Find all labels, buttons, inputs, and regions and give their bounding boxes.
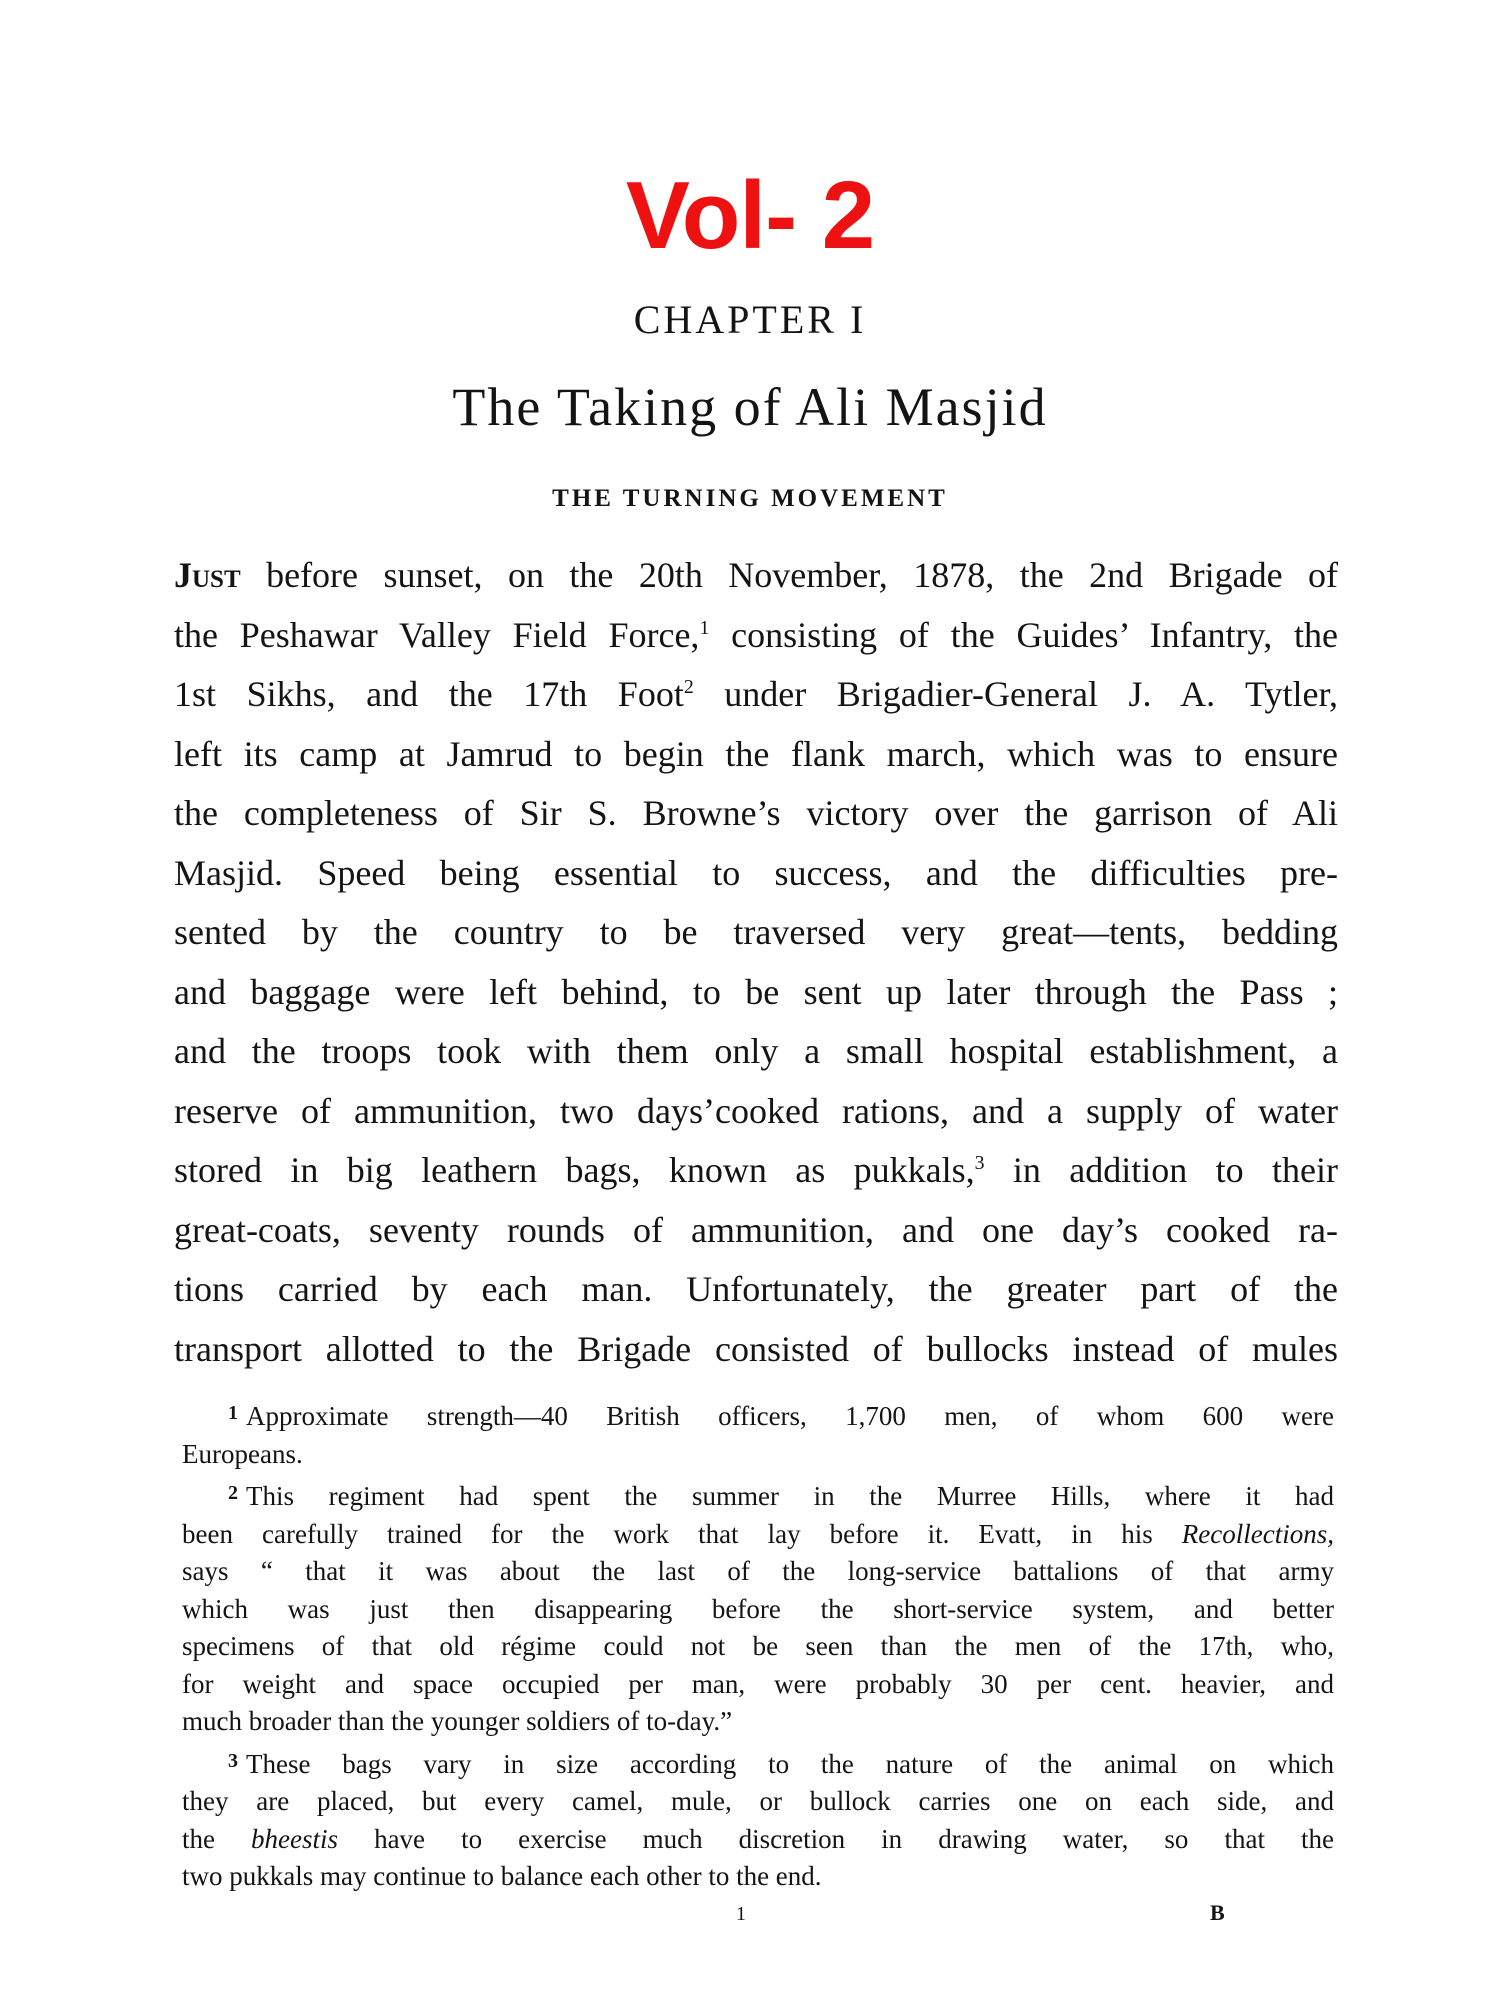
body-line: and baggage were left behind, to be sent up later through the Pass ; [174, 971, 1338, 1012]
footnote-2 [182, 1475, 1334, 1741]
footnote-mark: 2 [228, 1482, 238, 1504]
signature-mark: B [1210, 1900, 1225, 1925]
footnote-line: for weight and space occupied per man, were probably 30 per cent. heavier, and [182, 1668, 1334, 1699]
body-line: Just before sunset, on the 20th November, 1878, the 2nd Brigade of [174, 555, 1338, 595]
footnote-1 [182, 1395, 1334, 1473]
footnote-line: says “ that it was about the last of the long-service battalions of that army [182, 1556, 1334, 1586]
body-line: Masjid. Speed being essential to success, and the difficulties pre- [174, 852, 1338, 893]
footnote-line: Europeans. [182, 1438, 303, 1469]
footnote-line: which was just then disappearing before the short-service system, and better [182, 1593, 1334, 1624]
body-line: transport allotted to the Brigade consisted of bullocks instead of mules [174, 1328, 1338, 1369]
section-heading: THE TURNING MOVEMENT [552, 485, 948, 512]
body-line: tions carried by each man. Unfortunately, the greater part of the [174, 1269, 1338, 1309]
body-line: the Peshawar Valley Field Force,$^1$ consisting of the Guides’ Infantry, the [174, 614, 1338, 655]
body-line: the completeness of Sir S. Browne’s victory over the garrison of Ali [174, 793, 1338, 833]
footnote-line: the bheestis have to exercise much discretion in drawing water, so that the [182, 1823, 1334, 1854]
footnote-line: $^2$ This regiment had spent the summer in the Murree Hills, where it had [228, 1481, 1334, 1511]
body-line: and the troops took with them only a small hospital establishment, a [174, 1031, 1338, 1071]
footnote-mark: 1 [228, 1402, 238, 1424]
body-line: great-coats, seventy rounds of ammunition, and one day’s cooked ra- [174, 1209, 1338, 1250]
body-line: stored in big leathern bags, known as pukkals,$^3$ in addition to their [174, 1150, 1338, 1190]
body-paragraph [174, 546, 1338, 1379]
body-line: sented by the country to be traversed very great—tents, bedding [174, 912, 1338, 952]
lead-word: Just [174, 555, 241, 595]
footnote-line: they are placed, but every camel, mule, or bullock carries one on each side, and [182, 1786, 1334, 1816]
chapter-title: The Taking of Ali Masjid [452, 377, 1048, 437]
book-title: Recollections, [1181, 1518, 1334, 1549]
footnote-ref: 1 [699, 616, 710, 639]
footnote-line: two pukkals may continue to balance each other to the end. [182, 1861, 822, 1891]
page-number: 1 [736, 1903, 746, 1925]
footnotes [182, 1395, 1334, 1898]
body-line: 1st Sikhs, and the 17th Foot$^2$ under Brigadier-General J. A. Tytler, [174, 674, 1338, 714]
italic-term: bheestis [251, 1823, 339, 1854]
footnote-ref: 3 [974, 1152, 985, 1174]
volume-label: Vol- 2 [625, 162, 875, 269]
footnote-line: much broader than the younger soldiers of to-day.” [182, 1706, 733, 1736]
footnote-line: $^3$ These bags vary in size according to the nature of the animal on which [228, 1748, 1334, 1779]
body-line: reserve of ammunition, two days’cooked rations, and a supply of water [174, 1090, 1338, 1131]
footnote-line: specimens of that old régime could not be seen than the men of the 17th, who, [182, 1631, 1334, 1661]
footnote-ref: 2 [683, 676, 694, 698]
footnote-mark: 3 [228, 1749, 238, 1772]
chapter-number: CHAPTER I [633, 297, 867, 342]
footnote-line: been carefully trained for the work that lay before it. Evatt, in his Recollections, [182, 1518, 1334, 1549]
footnote-line: $^1$ Approximate strength—40 British officers, 1,700 men, of whom 600 were [228, 1401, 1334, 1431]
body-line: left its camp at Jamrud to begin the flank march, which was to ensure [174, 733, 1338, 774]
footnote-3 [182, 1743, 1334, 1896]
